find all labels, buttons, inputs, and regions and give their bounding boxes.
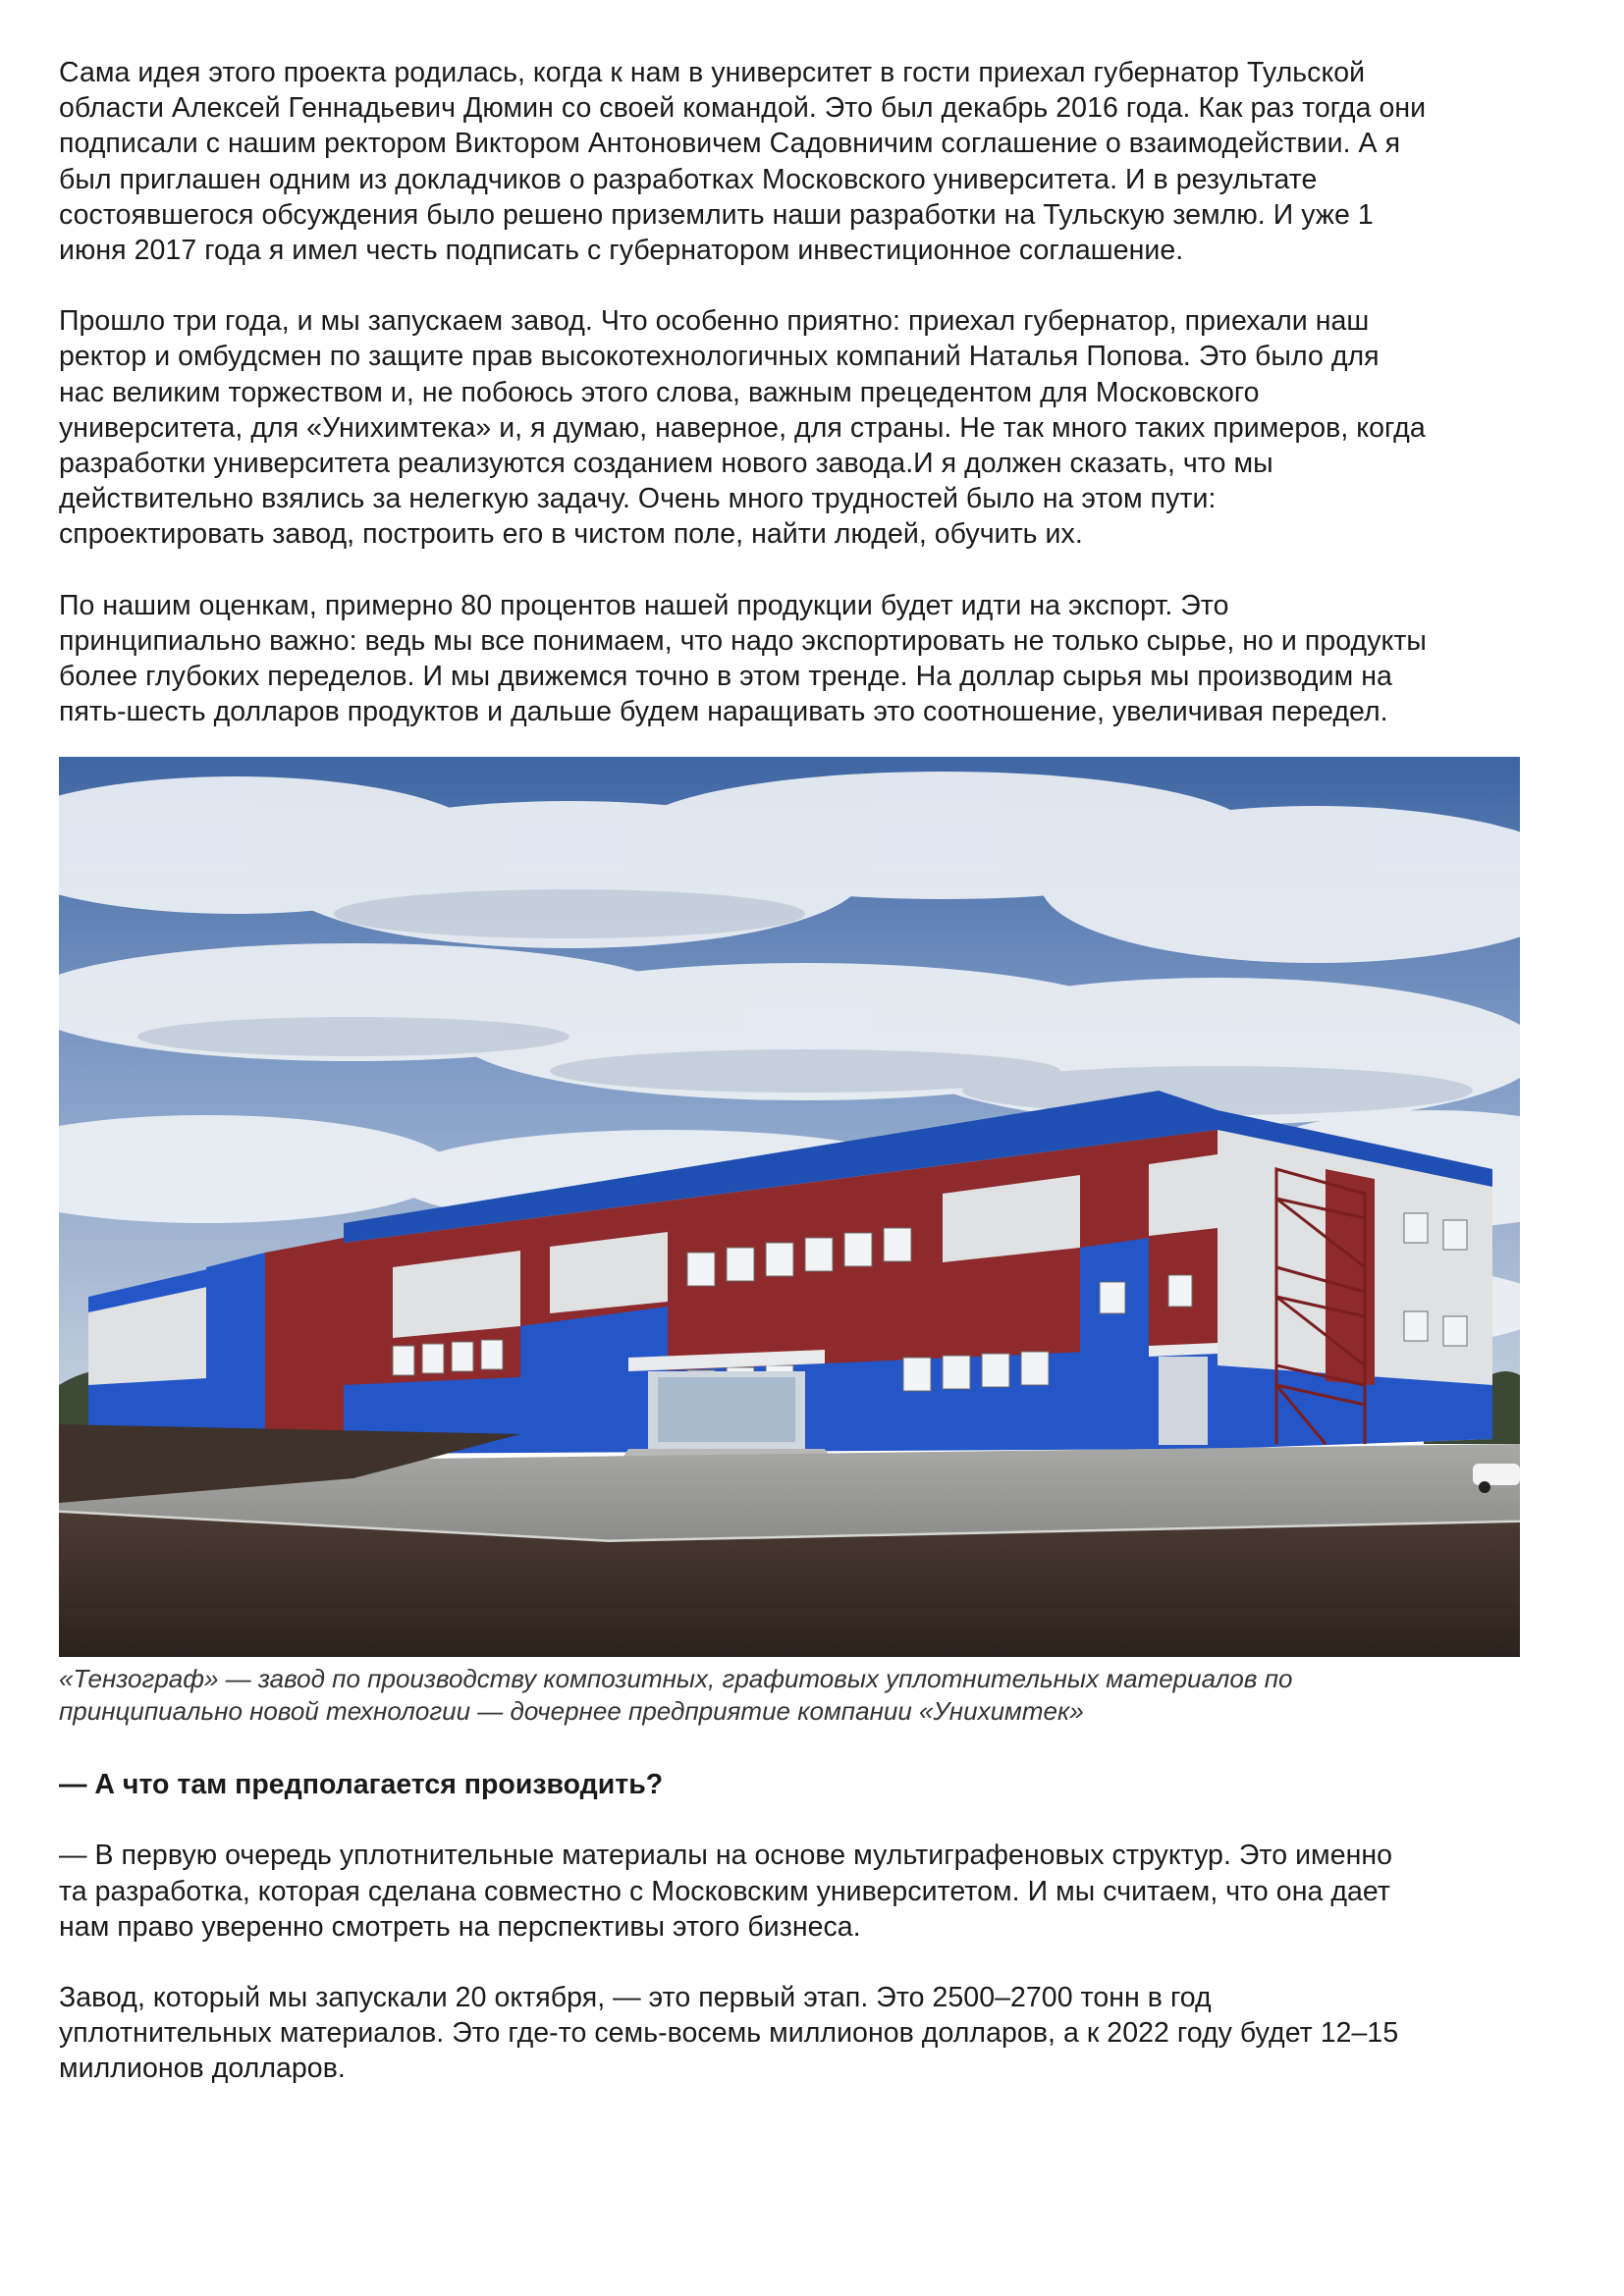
factory-figure bbox=[59, 757, 1532, 1728]
text-line: Сама идея этого проекта родилась, когда к нам в университет в гости приехал губернатор Тульской bbox=[59, 57, 1366, 88]
text-line: уплотнительных материалов. Это где-то семь-восемь миллионов долларов, а к 2022 году будет 12–15 bbox=[59, 2017, 1399, 2050]
text-line: действительно взялись за нелегкую задачу. Очень много трудностей было на этом пути: bbox=[59, 483, 1217, 515]
photo-caption bbox=[59, 1663, 1532, 1728]
text-line: миллионов долларов. bbox=[59, 2053, 346, 2085]
text-line: По нашим оценкам, примерно 80 процентов нашей продукции будет идти на экспорт. Это bbox=[59, 589, 1229, 621]
text-line: принципиально важно: ведь мы все понимаем, что надо экспортировать не только сырье, но и продукты bbox=[59, 624, 1427, 657]
caption-line: принципиально новой технологии — дочернее предприятие компании «Унихимтек» bbox=[59, 1696, 1084, 1727]
text-line: разработки университета реализуются созданием нового завода.И я должен сказать, что мы bbox=[59, 448, 1273, 480]
text-line: — В первую очередь уплотнительные материалы на основе мультиграфеновых структур. Это именно bbox=[59, 1840, 1393, 1872]
text-line: нам право уверенно смотреть на перспективы этого бизнеса. bbox=[59, 1910, 861, 1943]
text-line: июня 2017 года я имел честь подписать с губернатором инвестиционное соглашение. bbox=[59, 235, 1184, 267]
text-line: Прошло три года, и мы запускаем завод. Что особенно приятно: приехал губернатор, приехали наш bbox=[59, 305, 1370, 338]
paragraph bbox=[59, 1838, 1532, 1945]
text-line: ректор и омбудсмен по защите прав высокотехнологичных компаний Наталья Попова. Это было для bbox=[59, 341, 1380, 373]
interview-question: — А что там предполагается производить? bbox=[59, 1769, 664, 1801]
side-canopy bbox=[1149, 1343, 1218, 1445]
text-line: был приглашен одним из докладчиков о разработках Московского университета. И в результате bbox=[59, 163, 1318, 195]
paragraph bbox=[59, 588, 1532, 730]
building-right-side bbox=[1218, 1110, 1492, 1449]
text-line: та разработка, которая сделана совместно с Московским университетом. И мы считаем, что она дает bbox=[59, 1875, 1390, 1907]
paragraph bbox=[59, 55, 1532, 268]
text-line: подписали с нашим ректором Виктором Антоновичем Садовничим соглашение о взаимодействии. А я bbox=[59, 128, 1401, 160]
text-line: пять-шесть долларов продуктов и дальше будем наращивать это соотношение, увеличивая передел. bbox=[59, 696, 1388, 728]
caption-line: «Тензограф» — завод по производству композитных, графитовых уплотнительных материалов по bbox=[59, 1664, 1293, 1694]
paragraph bbox=[59, 1980, 1532, 2087]
text-line: нас великим торжеством и, не побоюсь этого слова, важным прецедентом для Московского bbox=[59, 376, 1260, 408]
text-line: состоявшегося обсуждения было решено приземлить наши разработки на Тульскую землю. И уже 1 bbox=[59, 198, 1374, 231]
paragraph bbox=[59, 303, 1532, 552]
text-line: более глубоких переделов. И мы движемся точно в этом тренде. На доллар сырья мы производим на bbox=[59, 661, 1392, 693]
text-line: Завод, который мы запускали 20 октября, — это первый этап. Это 2500–2700 тонн в год bbox=[59, 1982, 1212, 2014]
text-line: области Алексей Геннадьевич Дюмин со своей командой. Это был декабрь 2016 года. Как раз тогда они bbox=[59, 92, 1427, 125]
article-page bbox=[59, 55, 1532, 2122]
text-line: университета, для «Унихимтека» и, я думаю, наверное, для страны. Не так много таких примеров, когда bbox=[59, 411, 1426, 444]
intro-paragraphs bbox=[59, 55, 1532, 729]
text-line: спроектировать завод, построить его в чистом поле, найти людей, обучить их. bbox=[59, 518, 1083, 551]
answer-paragraphs bbox=[59, 1838, 1532, 2086]
factory-illustration bbox=[59, 757, 1520, 1657]
factory-photo bbox=[59, 757, 1520, 1657]
